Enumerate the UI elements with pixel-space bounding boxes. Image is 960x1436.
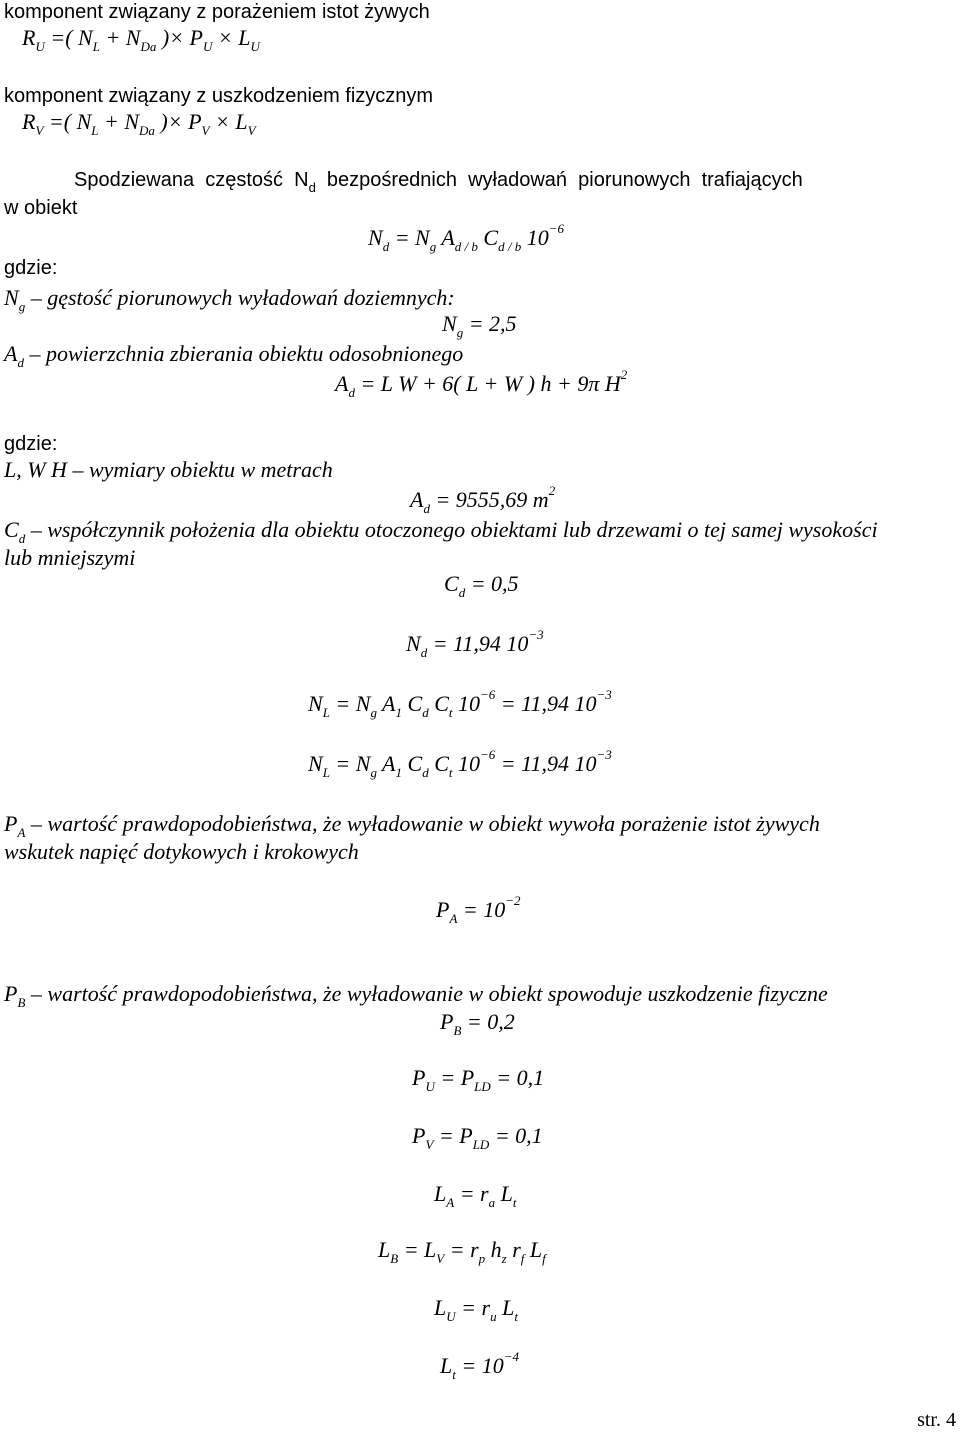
text-run: lub mniejszymi <box>4 545 136 570</box>
formula-line <box>436 893 521 926</box>
subscript: A <box>449 911 458 926</box>
subscript: g <box>370 705 377 720</box>
formula-line <box>412 1065 545 1094</box>
subscript: z <box>501 1251 507 1266</box>
subscript: t <box>514 1309 518 1324</box>
subscript: V <box>201 123 210 138</box>
text-run: L <box>434 1295 447 1320</box>
text-run: R <box>22 25 36 50</box>
text-run: = N <box>329 691 371 716</box>
text-run: wskutek napięć dotykowych i krokowych <box>4 839 359 864</box>
text-line <box>4 981 828 1010</box>
superscript: −3 <box>528 627 544 642</box>
text-run: C <box>428 751 449 776</box>
text-run: A <box>376 751 396 776</box>
subscript: g <box>370 765 377 780</box>
text-run: A <box>376 691 396 716</box>
text-run: = N <box>329 751 371 776</box>
text-run: A <box>4 341 18 366</box>
formula-line <box>22 109 256 138</box>
text-run: C <box>402 691 423 716</box>
text-run: R <box>22 109 36 134</box>
subscript: V <box>425 1137 434 1152</box>
text-run: komponent związany z uszkodzeniem fizycznym <box>4 85 434 107</box>
text-line <box>4 196 77 220</box>
subscript: L <box>322 705 330 720</box>
text-line <box>4 840 359 864</box>
text-run: = 0,2 <box>461 1009 515 1034</box>
subscript: f <box>542 1251 546 1266</box>
subscript: f <box>520 1251 525 1266</box>
text-run: N <box>4 285 19 310</box>
text-run: A <box>335 371 349 396</box>
formula-line <box>378 1237 546 1266</box>
text-line <box>4 84 433 108</box>
text-run: bezpośrednich wyładowań piorunowych trafiających <box>315 169 803 191</box>
text-run: – wartość prawdopodobieństwa, że wyładowanie w obiekt wywoła porażenie istot żywych <box>25 811 820 836</box>
text-run: N <box>368 225 383 250</box>
text-run: A <box>436 225 455 250</box>
formula-line <box>434 1181 517 1210</box>
formula-line <box>440 1009 515 1038</box>
text-run: = P <box>434 1065 475 1090</box>
subscript: B <box>453 1023 462 1038</box>
text-run: 10 <box>521 225 549 250</box>
text-run: = 0,1 <box>489 1123 543 1148</box>
subscript: d <box>382 239 390 254</box>
formula-line <box>308 687 612 720</box>
subscript: U <box>425 1079 435 1094</box>
superscript: −4 <box>503 1349 520 1364</box>
text-run: )× P <box>156 25 203 50</box>
text-line <box>4 432 57 456</box>
text-line <box>4 285 455 314</box>
formula-line <box>368 221 564 254</box>
text-run: = 11,94 10 <box>427 631 529 656</box>
text-line <box>4 0 430 24</box>
subscript: U <box>250 39 260 54</box>
text-run: C <box>402 751 423 776</box>
text-run: + N <box>98 109 140 134</box>
text-run: L <box>434 1181 447 1206</box>
text-run: × L <box>212 25 251 50</box>
superscript: −6 <box>548 221 564 236</box>
text-run: r <box>506 1237 521 1262</box>
subscript: Da <box>140 39 157 54</box>
text-run: = 11,94 10 <box>495 691 597 716</box>
text-run: P <box>4 811 18 836</box>
text-run: – współczynnik położenia dla obiektu otoczonego obiektami lub drzewami o tej samej wysokości <box>25 517 878 542</box>
superscript: −3 <box>596 747 612 762</box>
subscript: d / b <box>498 239 522 254</box>
text-line <box>4 256 57 280</box>
text-run: C <box>4 517 19 542</box>
subscript: A <box>17 825 26 840</box>
subscript: B <box>17 995 26 1010</box>
text-run: P <box>436 897 450 922</box>
text-run: = 9555,69 m <box>429 487 549 512</box>
formula-line <box>335 367 628 400</box>
subscript: U <box>202 39 213 54</box>
formula-line <box>444 571 519 600</box>
superscript: 2 <box>548 483 556 498</box>
subscript: d <box>18 531 26 546</box>
subscript: V <box>436 1251 445 1266</box>
text-run: = L W + 6( L + W ) h + 9π H <box>354 371 621 396</box>
text-run: gdzie: <box>4 257 58 279</box>
text-run: h <box>485 1237 502 1262</box>
superscript: −6 <box>480 687 496 702</box>
text-line <box>74 168 803 195</box>
text-run: = r <box>455 1295 491 1320</box>
text-run: )× P <box>154 109 202 134</box>
text-run: =( N <box>43 109 92 134</box>
text-run: = r <box>454 1181 489 1206</box>
subscript: 1 <box>395 705 402 720</box>
text-run: P <box>440 1009 454 1034</box>
text-run: komponent związany z porażeniem istot żywych <box>4 1 430 23</box>
subscript: d <box>422 705 429 720</box>
text-line <box>4 546 135 570</box>
text-run: P <box>412 1065 426 1090</box>
formula-line <box>412 1123 543 1152</box>
subscript: L <box>322 765 330 780</box>
subscript: U <box>35 39 45 54</box>
subscript: U <box>446 1309 456 1324</box>
subscript: A <box>446 1195 455 1210</box>
subscript: p <box>478 1251 486 1266</box>
formula-line <box>410 483 556 516</box>
subscript: L <box>91 123 99 138</box>
text-run: C <box>477 225 499 250</box>
text-line <box>4 458 333 482</box>
text-run: gdzie: <box>4 433 58 455</box>
text-run: N <box>308 691 323 716</box>
text-run: 10 <box>452 751 480 776</box>
subscript: d <box>423 501 430 516</box>
subscript: d <box>17 355 24 370</box>
subscript: 1 <box>395 765 402 780</box>
subscript: t <box>452 1367 456 1382</box>
subscript: g <box>456 325 464 340</box>
subscript: L <box>92 39 100 54</box>
text-run: = L <box>398 1237 437 1262</box>
subscript: t <box>448 705 453 720</box>
text-run: C <box>444 571 459 596</box>
text-run: = P <box>433 1123 473 1148</box>
text-run: – wartość prawdopodobieństwa, że wyładowanie w obiekt spowoduje uszkodzenie fizyczne <box>25 981 828 1006</box>
formula-line <box>22 25 260 54</box>
text-line <box>4 341 464 370</box>
subscript: g <box>18 299 26 314</box>
subscript: a <box>488 1195 496 1210</box>
formula-line <box>406 627 544 660</box>
text-run: L, W H – wymiary obiektu w metrach <box>4 457 333 482</box>
text-run: – gęstość piorunowych wyładowań doziemnych: <box>25 285 455 310</box>
text-run: L <box>496 1295 515 1320</box>
formula-line <box>442 311 517 340</box>
formula-line <box>434 1295 518 1324</box>
text-run: P <box>412 1123 426 1148</box>
text-run: = N <box>389 225 430 250</box>
text-run: =( N <box>44 25 93 50</box>
text-run: – powierzchnia zbierania obiektu odosobnionego <box>23 341 464 366</box>
subscript: g <box>429 239 437 254</box>
subscript: V <box>35 123 44 138</box>
text-run: N <box>308 751 323 776</box>
subscript: d <box>308 180 316 195</box>
text-run: = 11,94 10 <box>495 751 597 776</box>
text-run: × L <box>209 109 248 134</box>
text-run: = 0,1 <box>490 1065 545 1090</box>
subscript: d <box>458 585 466 600</box>
text-line <box>4 811 820 840</box>
text-run: = 2,5 <box>463 311 517 336</box>
text-run: L <box>378 1237 391 1262</box>
superscript: 2 <box>620 367 628 382</box>
text-run: N <box>406 631 421 656</box>
superscript: −3 <box>596 687 612 702</box>
superscript: −2 <box>505 893 521 908</box>
text-run: = 0,5 <box>465 571 519 596</box>
text-run: w obiekt <box>4 197 78 219</box>
subscript: t <box>448 765 453 780</box>
subscript: u <box>490 1309 497 1324</box>
subscript: t <box>512 1195 517 1210</box>
superscript: −6 <box>480 747 496 762</box>
text-run: = r <box>444 1237 479 1262</box>
text-run: 10 <box>452 691 480 716</box>
subscript: B <box>390 1251 399 1266</box>
subscript: d / b <box>454 239 478 254</box>
subscript: d <box>420 645 428 660</box>
formula-line <box>440 1349 520 1382</box>
subscript: d <box>348 385 355 400</box>
text-run: = 10 <box>455 1353 504 1378</box>
text-run: L <box>440 1353 453 1378</box>
subscript: LD <box>472 1137 490 1152</box>
text-run: L <box>524 1237 543 1262</box>
subscript: Da <box>139 123 155 138</box>
subscript: d <box>422 765 429 780</box>
text-run: A <box>410 487 424 512</box>
subscript: LD <box>474 1079 491 1094</box>
text-run: = 10 <box>457 897 506 922</box>
subscript: V <box>247 123 256 138</box>
text-run: N <box>442 311 457 336</box>
page-number: str. 4 <box>917 1409 956 1431</box>
text-run: Spodziewana częstość N <box>74 169 309 191</box>
text-run: C <box>428 691 449 716</box>
formula-line <box>308 747 612 780</box>
text-run: + N <box>99 25 141 50</box>
text-run: L <box>495 1181 513 1206</box>
text-line <box>4 517 878 546</box>
text-run: P <box>4 981 18 1006</box>
